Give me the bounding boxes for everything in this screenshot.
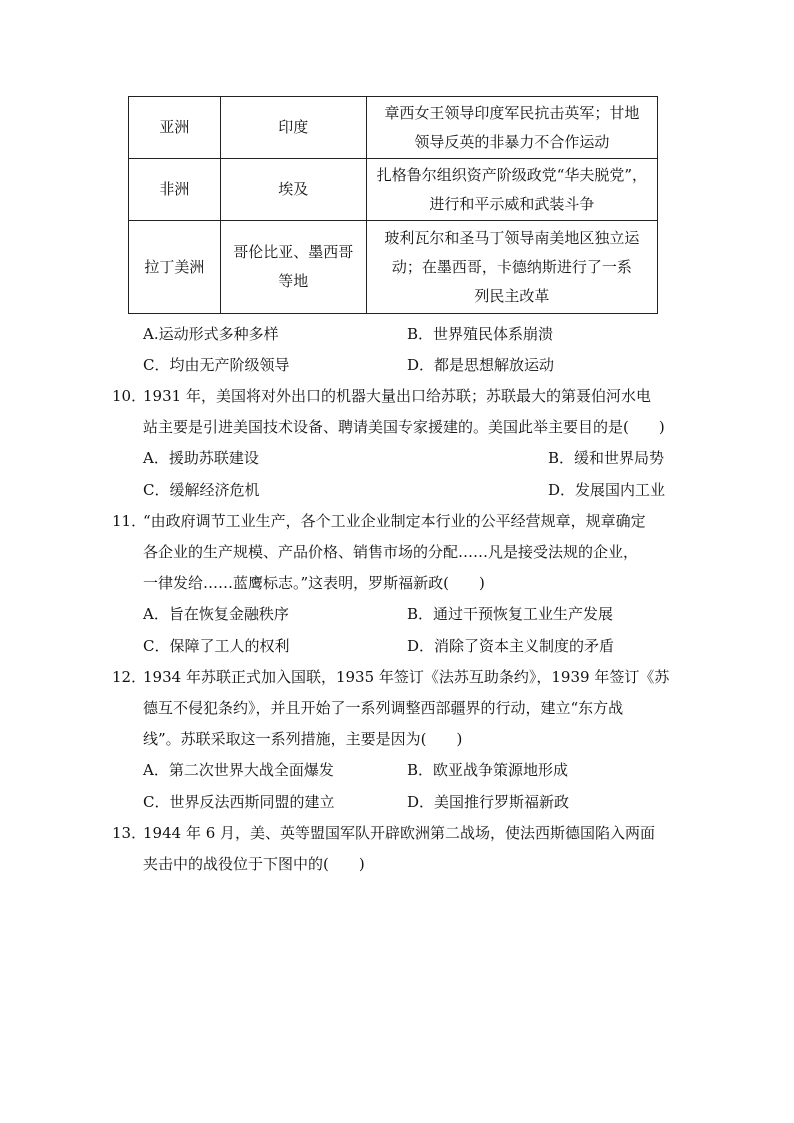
q12-stem-line: 1934 年苏联正式加入国联，1935 年签订《法苏互助条约》，1939 年签订《苏 bbox=[143, 668, 670, 686]
q12-option-a: A．第二次世界大战全面爆发 bbox=[143, 761, 334, 779]
events-cell bbox=[366, 159, 657, 221]
country-cell bbox=[220, 159, 366, 221]
q9-option-d: D．都是思想解放运动 bbox=[407, 356, 555, 374]
region-cell bbox=[129, 97, 221, 159]
region-cell bbox=[129, 159, 221, 221]
q12-option-b: B．欧亚战争策源地形成 bbox=[407, 761, 569, 779]
table-row bbox=[129, 221, 658, 314]
q11-stem-line: 各企业的生产规模、产品价格、销售市场的分配……凡是接受法规的企业， bbox=[143, 543, 639, 561]
region-cell bbox=[129, 221, 221, 314]
events-cell bbox=[366, 221, 657, 314]
country-text: 埃及 bbox=[278, 180, 309, 198]
table-row bbox=[129, 159, 658, 221]
region-text: 非洲 bbox=[159, 180, 190, 198]
q11-number: 11． bbox=[112, 512, 147, 530]
events-text: 列民主改革 bbox=[474, 286, 550, 305]
q13-number: 13． bbox=[112, 824, 147, 842]
events-text: 领导反英的非暴力不合作运动 bbox=[414, 132, 610, 151]
q10-option-b: B．缓和世界局势 bbox=[548, 449, 665, 467]
q10-option-c: C．缓解经济危机 bbox=[143, 481, 260, 499]
events-text: 扎格鲁尔组织资产阶级政党“华夫脱党”， bbox=[376, 165, 648, 184]
country-text: 哥伦比亚、墨西哥 bbox=[233, 243, 354, 261]
q10-number: 10． bbox=[112, 387, 147, 405]
events-text: 动；在墨西哥，卡德纳斯进行了一系 bbox=[391, 257, 632, 276]
q11-option-a: A．旨在恢复金融秩序 bbox=[143, 605, 289, 623]
events-cell bbox=[366, 97, 657, 159]
q12-stem-line: 线”。苏联采取这一系列措施，主要是因为( ) bbox=[143, 730, 463, 748]
country-text: 印度 bbox=[278, 118, 309, 136]
q12-number: 12． bbox=[112, 668, 147, 686]
country-text: 等地 bbox=[278, 272, 309, 290]
q9-option-c: C．均由无产阶级领导 bbox=[143, 356, 290, 374]
q10-stem-line: 站主要是引进美国技术设备、聘请美国专家援建的。美国此举主要目的是( ) bbox=[143, 418, 665, 436]
q9-option-b: B．世界殖民体系崩溃 bbox=[407, 325, 554, 343]
q13-stem-line: 1944 年 6 月，美、英等盟国军队开辟欧洲第二战场，使法西斯德国陷入两面 bbox=[143, 824, 656, 842]
q11-option-b: B．通过干预恢复工业生产发展 bbox=[407, 605, 614, 623]
events-text: 进行和平示威和武装斗争 bbox=[429, 194, 595, 213]
q12-stem-line: 德互不侵犯条约》，并且开始了一系列调整西部疆界的行动，建立“东方战 bbox=[143, 699, 624, 717]
country-cell bbox=[220, 97, 366, 159]
region-text: 亚洲 bbox=[159, 118, 190, 136]
events-text: 章西女王领导印度军民抗击英军；甘地 bbox=[384, 103, 640, 122]
q11-option-d: D．消除了资本主义制度的矛盾 bbox=[407, 637, 615, 655]
q11-stem-line: “由政府调节工业生产，各个工业企业制定本行业的公平经营规章，规章确定 bbox=[143, 512, 646, 530]
q10-option-d: D．发展国内工业 bbox=[548, 481, 666, 499]
national-movements-table bbox=[128, 96, 658, 314]
q12-option-d: D．美国推行罗斯福新政 bbox=[407, 793, 570, 811]
q10-option-a: A．援助苏联建设 bbox=[143, 449, 259, 467]
q9-option-a: A.运动形式多种多样 bbox=[143, 325, 279, 343]
q13-stem-line: 夹击中的战役位于下图中的( ) bbox=[143, 855, 365, 873]
country-cell bbox=[220, 221, 366, 314]
q11-stem-line: 一律发给……蓝鹰标志。”这表明，罗斯福新政( ) bbox=[143, 574, 485, 592]
q11-option-c: C．保障了工人的权利 bbox=[143, 637, 290, 655]
events-text: 玻利瓦尔和圣马丁领导南美地区独立运 bbox=[384, 228, 640, 247]
region-text: 拉丁美洲 bbox=[144, 257, 205, 276]
q10-stem-line: 1931 年，美国将对外出口的机器大量出口给苏联；苏联最大的第聂伯河水电 bbox=[143, 387, 651, 405]
table-row bbox=[129, 97, 658, 159]
q12-option-c: C．世界反法西斯同盟的建立 bbox=[143, 793, 335, 811]
